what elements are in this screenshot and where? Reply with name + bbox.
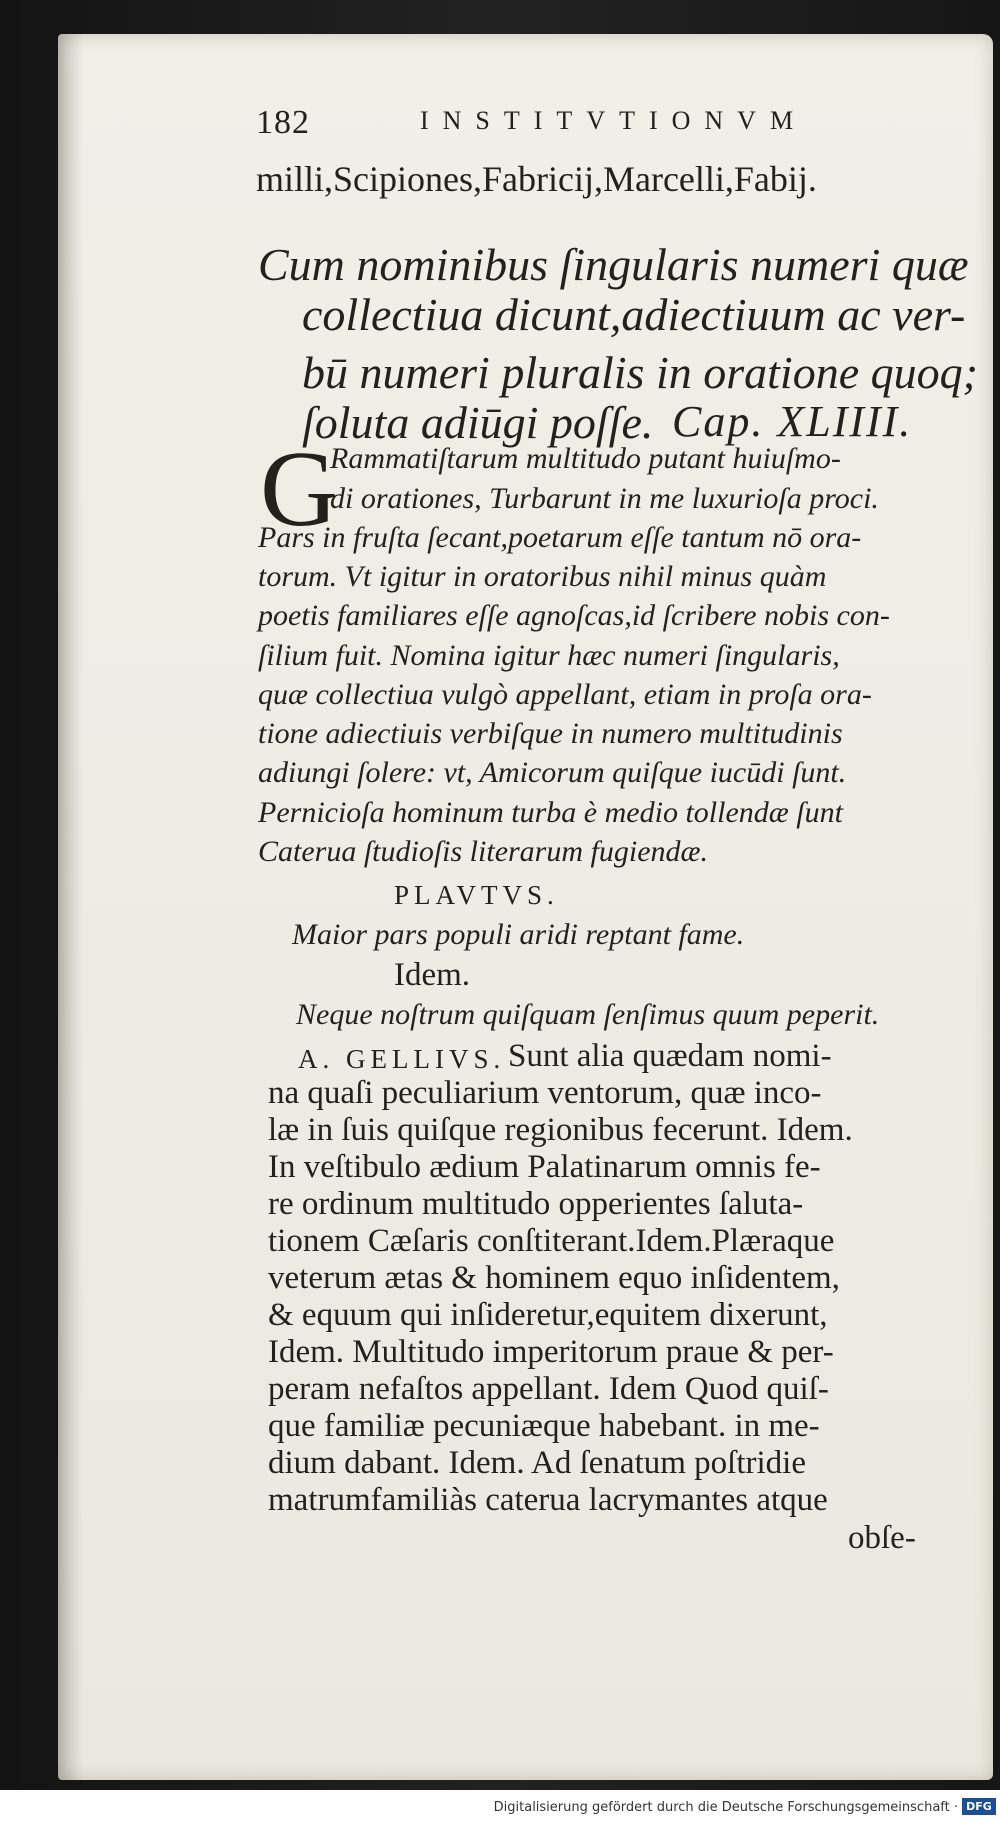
body-line: In veſtibulo ædium Palatinarum omnis fe-: [268, 1149, 821, 1185]
body-line: & equum qui inſideretur,equitem dixerunt,: [268, 1297, 828, 1333]
body-line: adiungi ſolere: vt, Amicorum quiſque iucūdi ſunt.: [258, 756, 847, 789]
idem-label: Idem.: [394, 957, 471, 993]
body-line: tionem Cæſaris conſtiterant.Idem.Plæraque: [268, 1223, 835, 1259]
dfg-logo: DFG: [962, 1798, 996, 1815]
body-line: dium dabant. Idem. Ad ſenatum poſtridie: [268, 1445, 806, 1481]
body-line: quæ collectiua vulgò appellant, etiam in proſa ora-: [258, 678, 872, 711]
body-line: matrumfamiliàs caterua lacrymantes atque: [268, 1482, 828, 1518]
body-line: Sunt alia quædam nomi-: [508, 1038, 832, 1074]
chapter-heading-line-1: Cum nominibus ſingularis numeri quæ: [258, 239, 969, 290]
body-line: ſilium fuit. Nomina igitur hæc numeri ſingularis,: [258, 639, 840, 672]
chapter-number: Cap. XLIIII.: [672, 397, 913, 446]
plautus-quote: Maior pars populi aridi reptant fame.: [292, 918, 745, 951]
chapter-heading-line-3: bū numeri pluralis in oratione quoq;: [302, 347, 978, 398]
drop-capital: G: [260, 430, 338, 549]
body-line: veterum ætas & hominem equo inſidentem,: [268, 1260, 840, 1296]
idem-quote: Neque noſtrum quiſquam ſenſimus quum peperit.: [296, 998, 880, 1031]
body-line: læ in ſuis quiſque regionibus fecerunt. Idem.: [268, 1112, 853, 1148]
body-line: re ordinum multitudo opperientes ſaluta-: [268, 1186, 804, 1222]
footer-credit: Digitalisierung gefördert durch die Deutsche Forschungsgemeinschaft ·: [493, 1800, 958, 1815]
body-line: Rammatiſtarum multitudo putant huiuſmo-: [330, 442, 841, 475]
body-line: peram nefaſtos appellant. Idem Quod quiſ-: [268, 1371, 829, 1407]
body-line: di orationes, Turbarunt in me luxurioſa proci.: [330, 482, 879, 515]
body-line: Pars in fruſta ſecant,poetarum eſſe tantum nō ora-: [258, 521, 862, 554]
continued-line: milli,Scipiones,Fabricij,Marcelli,Fabij.: [256, 159, 817, 199]
catchword: obſe-: [848, 1520, 916, 1556]
body-line: torum. Vt igitur in oratoribus nihil minus quàm: [258, 560, 827, 593]
body-line: tione adiectiuis verbiſque in numero multitudinis: [258, 717, 843, 750]
chapter-heading-line-2: collectiua dicunt,adiectiuum ac ver-: [302, 289, 966, 340]
page-number: 182: [256, 104, 310, 141]
body-line: Caterua ſtudioſis literarum fugiendæ.: [258, 835, 709, 868]
body-line: na quaſi peculiarium ventorum, quæ inco-: [268, 1075, 822, 1111]
body-line: Pernicioſa hominum turba è medio tollendæ ſunt: [258, 796, 843, 829]
body-line: poetis familiares eſſe agnoſcas,id ſcribere nobis con-: [258, 599, 890, 632]
running-head: INSTITVTIONVM: [420, 106, 808, 135]
chapter-heading-line-4: ſoluta adiūgi poſſe.: [302, 397, 654, 448]
body-line: que familiæ pecuniæque habebant. in me-: [268, 1408, 820, 1444]
body-line: Idem. Multitudo imperitorum praue & per-: [268, 1334, 834, 1370]
author-label-plautus: PLAVTVS.: [394, 880, 559, 910]
author-label-gellius: A. GELLIVS.: [298, 1044, 506, 1074]
